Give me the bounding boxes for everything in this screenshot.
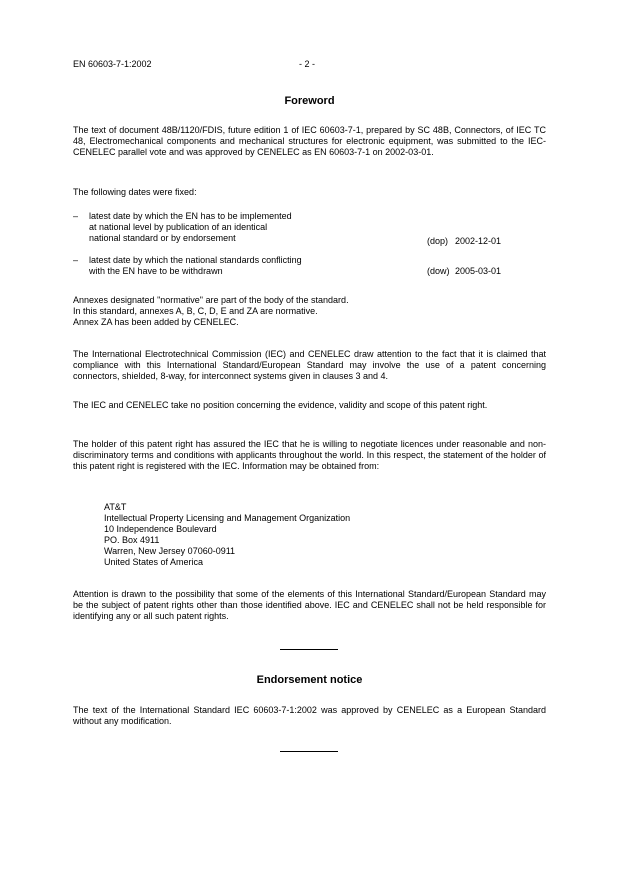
foreword-title: Foreword (284, 95, 335, 107)
date-code-dop: (dop) (427, 236, 449, 246)
date-item-text (89, 211, 389, 244)
address-line: 10 Independence Boulevard (104, 524, 217, 534)
date-item-line: latest date by which the national standards conflicting (89, 255, 302, 265)
section-divider (280, 649, 338, 650)
dates-intro: The following dates were fixed: (73, 187, 197, 197)
attention-paragraph: Attention is drawn to the possibility that some of the elements of this International Standard/European Standard may be the subject of patent rights other than those identified above. IEC and CENELEC shall not be held responsible for identifying any or all such patent rights. (73, 589, 546, 621)
date-item-line: latest date by which the EN has to be implemented (89, 211, 292, 221)
patent-holder-paragraph: The holder of this patent right has assured the IEC that he is willing to negotiate licences under reasonable and non-discriminatory terms and conditions with applicants throughout the world. In this respect, the statement of the holder of this patent right is registered with the IEC. Information may be obtained from: (73, 439, 546, 471)
date-code-dow: (dow) (427, 266, 450, 276)
endorsement-paragraph: The text of the International Standard IEC 60603-7-1:2002 was approved by CENELEC as a European Standard without any modification. (73, 705, 546, 726)
address-line: Warren, New Jersey 07060-0911 (104, 546, 236, 556)
date-item-line: at national level by publication of an identical (89, 222, 268, 232)
patent-holder-address (104, 502, 350, 568)
address-line: United States of America (104, 557, 204, 567)
page-number: - 2 - (299, 59, 316, 69)
annex-line: Annex ZA has been added by CENELEC. (73, 317, 239, 327)
date-item-dash: – (73, 211, 79, 221)
date-value-dop: 2002-12-01 (455, 236, 502, 246)
date-item-text (89, 255, 389, 277)
annex-paragraph (73, 295, 546, 328)
patent-claim-paragraph: The International Electrotechnical Commission (IEC) and CENELEC draw attention to the fact that it is claimed that compliance with this International Standard/European Standard may involve the use of a patent concerning connectors, shielded, 8-way, for interconnect systems given in clauses 3 and 4. (73, 349, 546, 381)
foreword-intro-text: The text of document 48B/1120/FDIS, future edition 1 of IEC 60603-7-1, prepared by SC 48B, Connectors, of IEC TC 48, Electromechanical components and mechanical structures for electronic equipment, was submitted to the IEC-CENELEC parallel vote and was approved by CENELEC as EN 60603-7-1 on 2002-03-01. (73, 125, 546, 157)
endorsement-title: Endorsement notice (256, 674, 363, 686)
address-line: Intellectual Property Licensing and Management Organization (104, 513, 351, 523)
annex-line: In this standard, annexes A, B, C, D, E and ZA are normative. (73, 306, 318, 316)
address-line: PO. Box 4911 (104, 535, 160, 545)
date-value-dow: 2005-03-01 (455, 266, 502, 276)
end-divider (280, 751, 338, 752)
date-item-line: with the EN have to be withdrawn (89, 266, 223, 276)
date-item-dash: – (73, 255, 79, 265)
foreword-intro-paragraph (73, 125, 546, 158)
date-item-line: national standard or by endorsement (89, 233, 236, 243)
position-paragraph: The IEC and CENELEC take no position concerning the evidence, validity and scope of this patent right. (73, 400, 488, 410)
address-line: AT&T (104, 502, 127, 512)
document-id: EN 60603-7-1:2002 (73, 59, 152, 69)
annex-line: Annexes designated "normative" are part of the body of the standard. (73, 295, 349, 305)
